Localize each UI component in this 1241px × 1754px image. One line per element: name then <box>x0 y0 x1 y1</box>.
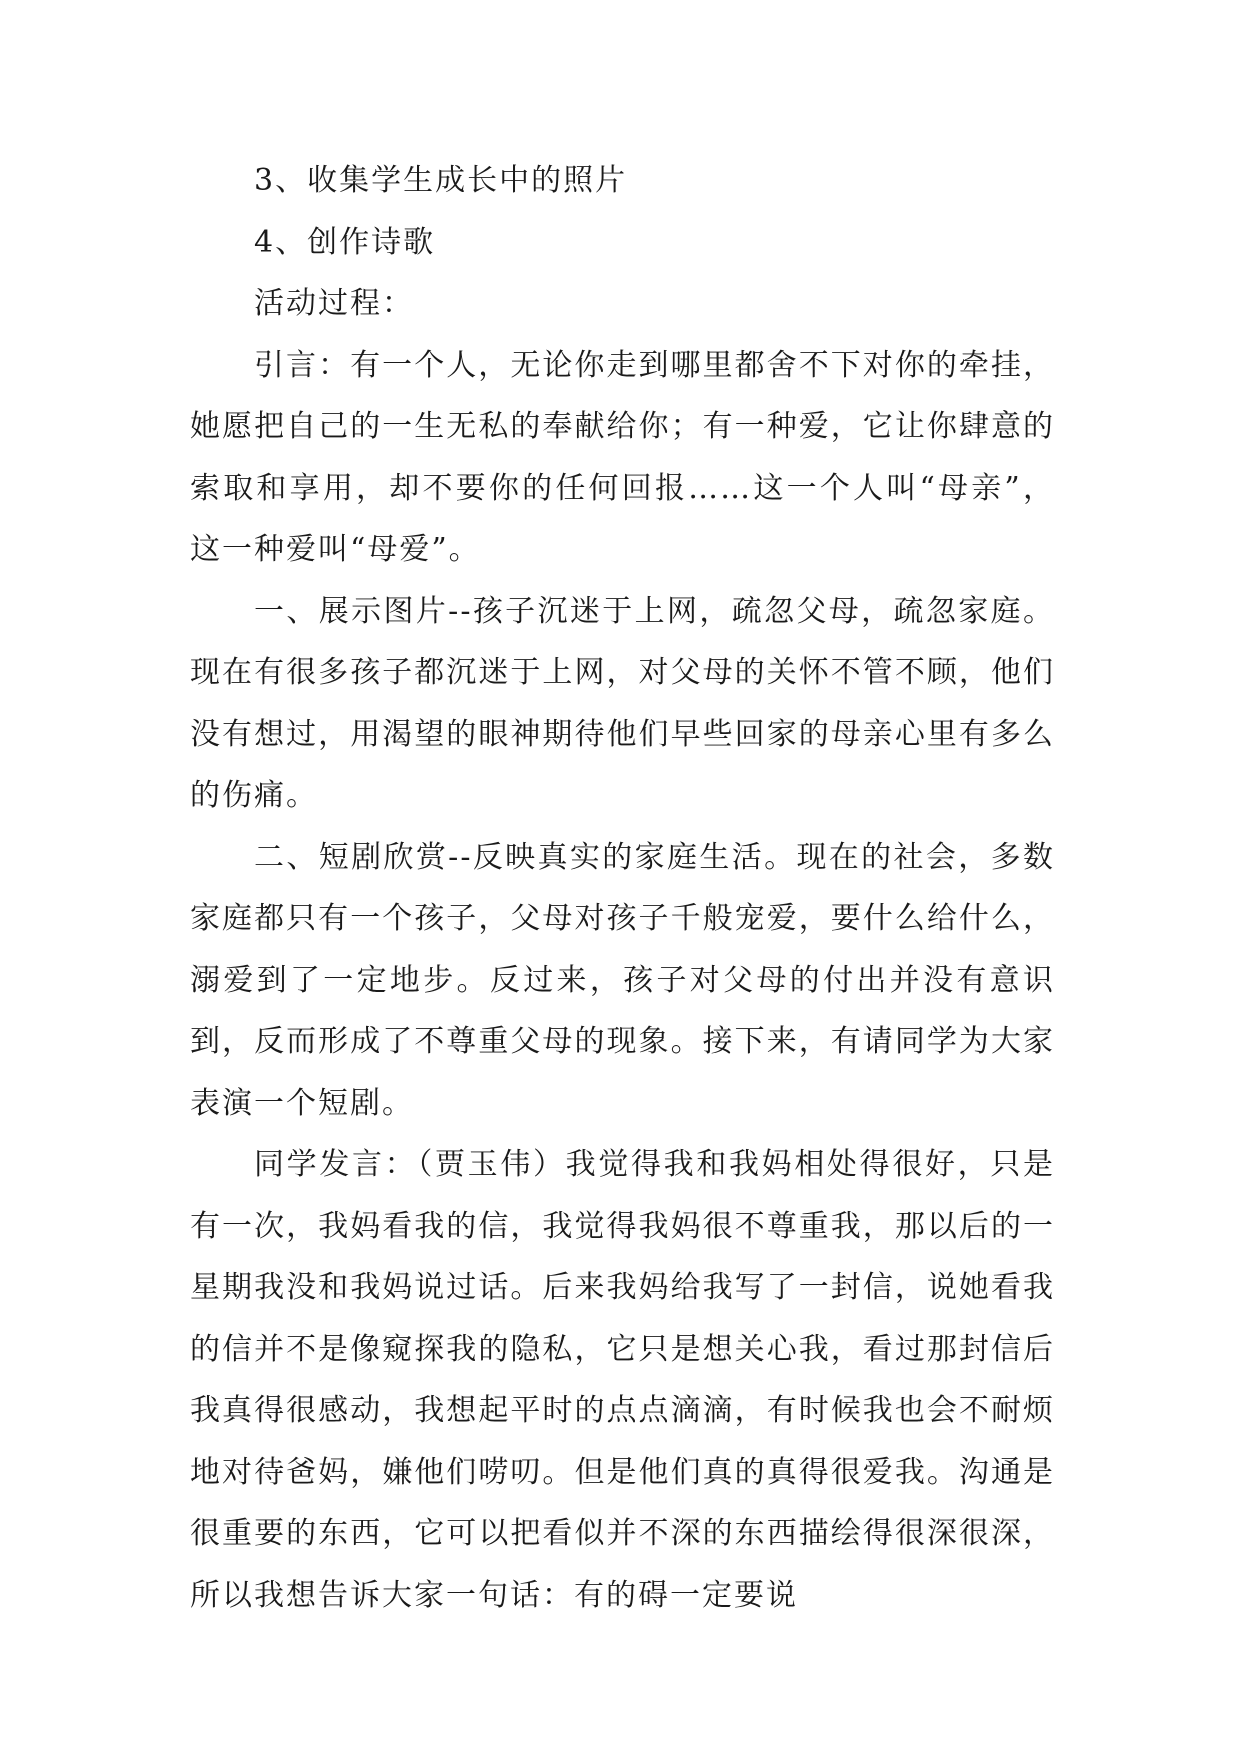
document-body <box>190 150 1055 1626</box>
section-heading-activity-process: 活动过程： <box>254 286 414 321</box>
list-item-collect-photos: 3、收集学生成长中的照片 <box>254 163 628 198</box>
paragraph-student-speech: 同学发言：（贾玉伟）我觉得我和我妈相处得很好，只是有一次，我妈看我的信，我觉得我妈很不尊重我，那以后的一星期我没和我妈说过话。后来我妈给我写了一封信，说她看我的信并不是像窥探我的隐私，它只是想关心我，看过那封信后我真得很感动，我想起平时的点点滴滴，有时候我也会不耐烦地对待爸妈，嫌他们唠叨。但是他们真的真得很爱我。沟通是很重要的东西，它可以把看似并不深的东西描绘得很深很深，所以我想告诉大家一句话：有的碍一定要说 <box>190 1147 1055 1613</box>
paragraph-show-pictures: 一、展示图片--孩子沉迷于上网，疏忽父母，疏忽家庭。现在有很多孩子都沉迷于上网，对父母的关怀不管不顾，他们没有想过，用渴望的眼神期待他们早些回家的母亲心里有多么的伤痛。 <box>190 593 1055 813</box>
paragraph-short-play: 二、短剧欣赏--反映真实的家庭生活。现在的社会，多数家庭都只有一个孩子，父母对孩子千般宠爱，要什么给什么，溺爱到了一定地步。反过来，孩子对父母的付出并没有意识到，反而形成了不尊重父母的现象。接下来，有请同学为大家表演一个短剧。 <box>190 839 1055 1121</box>
paragraph-introduction: 引言：有一个人，无论你走到哪里都舍不下对你的牵挂，她愿把自己的一生无私的奉献给你；有一种爱，它让你肆意的索取和享用，却不要你的任何回报……这一个人叫“母亲”，这一种爱叫“母爱”。 <box>190 347 1055 567</box>
list-item-create-poems: 4、创作诗歌 <box>254 224 436 260</box>
